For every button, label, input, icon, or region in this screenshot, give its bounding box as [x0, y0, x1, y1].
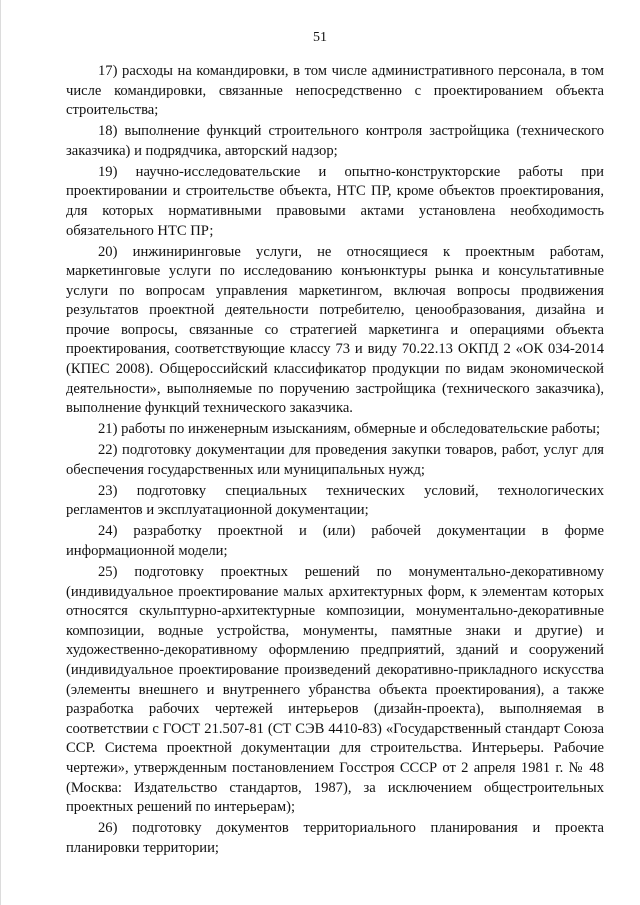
paragraph-17: 17) расходы на командировки, в том числе административного персонала, в том числе командировки, связанные непосредственно с проектированием объекта строительства;	[66, 63, 604, 119]
paragraph-22: 22) подготовку документации для проведения закупки товаров, работ, услуг для обеспечения государственных или муниципальных нужд;	[66, 442, 604, 478]
paragraph-23: 23) подготовку специальных технических условий, технологических регламентов и эксплуатационной документации;	[66, 482, 604, 519]
paragraph-19: 19) научно-исследовательские и опытно-конструкторские работы при проектировании и строительстве объекта, НТС ПР, кроме объектов проектирования, для которых нормативными правовыми актами установлена необходимость обязательного НТС ПР;	[66, 163, 604, 239]
paragraph-18: 18) выполнение функций строительного контроля застройщика (технического заказчика) и подрядчика, авторский надзор;	[66, 123, 604, 159]
paragraph-26: 26) подготовку документов территориального планирования и проекта планировки территории;	[66, 820, 604, 856]
page-number: 51	[313, 30, 327, 45]
paragraph-21: 21) работы по инженерным изысканиям, обмерные и обследовательские работы;	[98, 421, 601, 438]
paragraph-25: 25) подготовку проектных решений по монументально-декоративному (индивидуальное проектирование малых архитектурных форм, к элементам которых относятся скульптурно-архитектурные композиции, монументально-декоративные композиции, водные устройства, монументы, памятные знаки и другие) и художественно-декоративному оформлению предприятий, зданий и сооружений (индивидуальное проектирование произведений декоративно-прикладного искусства (элементы внешнего и внутреннего убранства объекта проектирования), а также разработка рабочих чертежей интерьеров (дизайн-проекта), выполняемая в соответствии с ГОСТ 21.507-81 (СТ СЭВ 4410-83) «Государственный стандарт Союза ССР. Система проектной документации для строительства. Интерьеры. Рабочие чертежи», утвержденным постановлением Госстроя СССР от 2 апреля 1981 г. № 48 (Москва: Издательство стандартов, 1987), за исключением общестроительных проектных решений по интерьерам);	[66, 563, 604, 816]
paragraph-20: 20) инжиниринговые услуги, не относящиеся к проектным работам, маркетинговые услуги по исследованию конъюнктуры рынка и консультативные услуги по вопросам управления маркетингом, включая вопросы продвижения результатов проектной деятельности потребителю, ценообразования, дизайна и прочие вопросы, связанные со стратегией маркетинга и операциями объекта проектирования, соответствующие классу 73 и виду 70.22.13 ОКПД 2 «ОК 034-2014 (КПЕС 2008). Общероссийский классификатор продукции по видам экономической деятельности», выполняемые по поручению застройщика (технического заказчика), выполнение функций технического заказчика.	[66, 243, 604, 417]
paragraph-24: 24) разработку проектной и (или) рабочей документации в форме информационной модели;	[66, 523, 604, 559]
document-body	[66, 62, 604, 860]
